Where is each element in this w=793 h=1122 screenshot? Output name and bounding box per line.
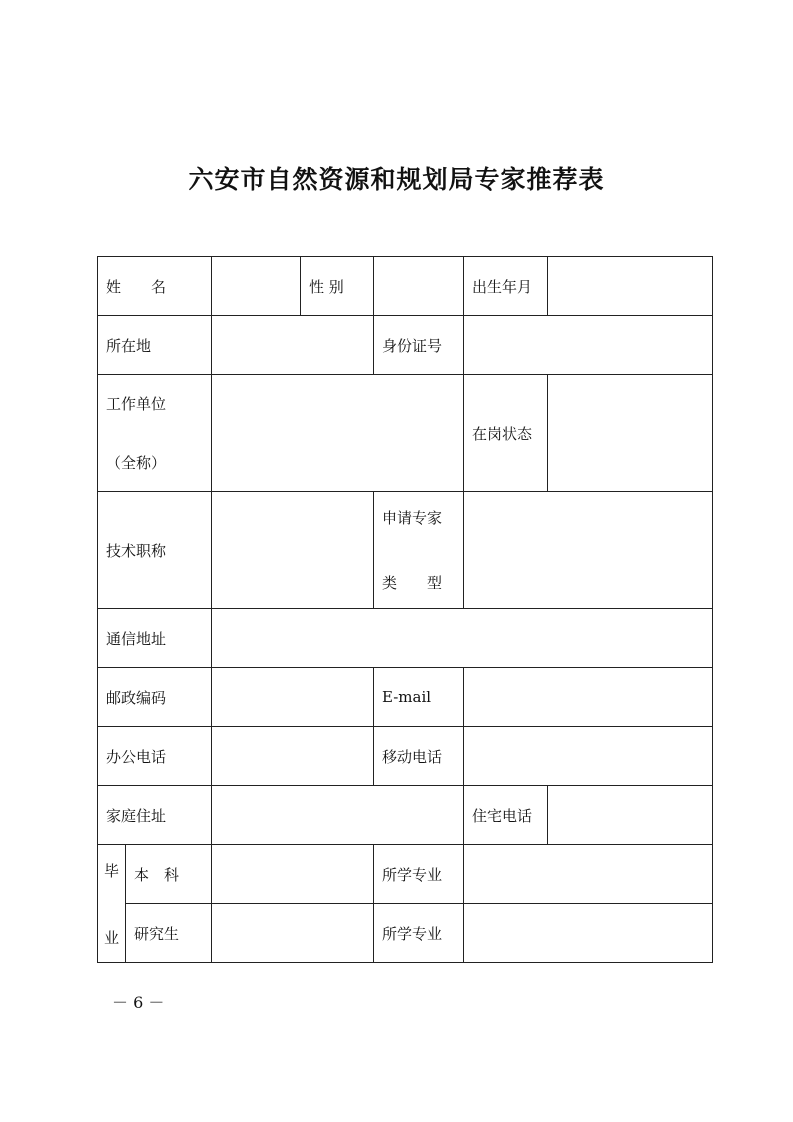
major1-label: 所学专业 [374,845,464,904]
gender-field[interactable] [374,257,464,316]
page-title: 六安市自然资源和规划局专家推荐表 [188,165,605,194]
name-field[interactable] [212,257,301,316]
gender-label: 性 别 [301,257,374,316]
form-row-name [98,257,713,316]
address-label: 通信地址 [98,609,212,668]
workplace-label-line2: （全称） [106,454,167,472]
birth-label: 出生年月 [464,257,548,316]
major2-label: 所学专业 [374,904,464,963]
name-label: 姓 名 [98,257,212,316]
location-label: 所在地 [98,316,212,375]
job-status-label: 在岗状态 [464,375,548,492]
id-field[interactable] [464,316,713,375]
office-phone-field[interactable] [212,727,374,786]
expert-type-field[interactable] [464,492,713,609]
graduation-label [98,845,126,963]
form-row-title [98,492,713,609]
home-address-label: 家庭住址 [98,786,212,845]
expert-type-label-line1: 申请专家 [382,509,443,527]
expert-type-label-line2: 类 型 [382,574,443,592]
form-row-address [98,609,713,668]
workplace-label [98,375,212,492]
office-phone-label: 办公电话 [98,727,212,786]
mobile-field[interactable] [464,727,713,786]
postgrad-field[interactable] [212,904,374,963]
home-address-field[interactable] [212,786,464,845]
undergrad-label: 本 科 [126,845,212,904]
location-field[interactable] [212,316,374,375]
graduation-label-1: 毕 [103,861,119,880]
form-row-workplace [98,375,713,492]
recommendation-form [97,256,713,963]
postgrad-label: 研究生 [126,904,212,963]
job-status-field[interactable] [548,375,713,492]
expert-type-label [374,492,464,609]
workplace-field[interactable] [212,375,464,492]
email-field[interactable] [464,668,713,727]
major2-field[interactable] [464,904,713,963]
form-row-postcode [98,668,713,727]
birth-field[interactable] [548,257,713,316]
home-phone-field[interactable] [548,786,713,845]
postcode-field[interactable] [212,668,374,727]
page-number: － 6 － [112,993,165,1012]
form-row-postgrad [98,904,713,963]
mobile-label: 移动电话 [374,727,464,786]
title-rank-label: 技术职称 [98,492,212,609]
id-label: 身份证号 [374,316,464,375]
graduation-label-2: 业 [103,928,119,947]
form-row-phone [98,727,713,786]
postcode-label: 邮政编码 [98,668,212,727]
undergrad-field[interactable] [212,845,374,904]
home-phone-label: 住宅电话 [464,786,548,845]
email-label: E-mail [374,668,464,727]
form-row-home [98,786,713,845]
address-field[interactable] [212,609,713,668]
form-row-location [98,316,713,375]
title-rank-field[interactable] [212,492,374,609]
major1-field[interactable] [464,845,713,904]
form-row-undergrad [98,845,713,904]
workplace-label-line1: 工作单位 [106,395,167,413]
